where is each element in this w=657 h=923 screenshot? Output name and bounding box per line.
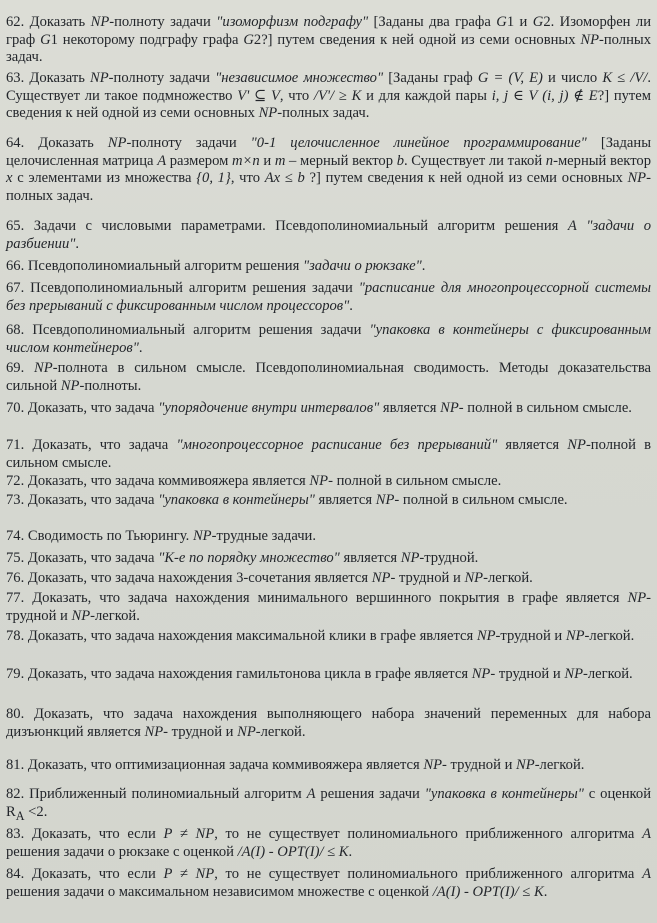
question-text-segment: Сводимость по Тьюрингу.	[27, 528, 193, 544]
question-text-segment: A	[15, 808, 25, 823]
question-text-segment: V' ⊆ V	[237, 87, 280, 104]
question-text-segment: NP	[627, 590, 647, 606]
question-text-segment: NP	[400, 550, 420, 566]
question-text-segment: A	[157, 152, 167, 169]
question-text-segment: Доказать, что если	[31, 866, 164, 882]
question-text-segment: является	[379, 400, 441, 416]
question-text-segment: "независимое множество"	[215, 70, 384, 86]
question-text-segment: NP	[440, 400, 459, 416]
question-text-segment: A	[306, 786, 316, 802]
question-number: 75.	[6, 550, 28, 566]
question-text-segment: G	[40, 31, 51, 48]
question-item	[6, 400, 651, 418]
question-text-segment: NP	[423, 757, 443, 773]
question-text-segment: .	[138, 339, 143, 356]
question-text-segment: Доказать, что задача нахождения гамильтонова цикла в графе является	[27, 666, 472, 682]
question-text-segment: NP	[375, 492, 395, 508]
question-text-segment: с оценкой R	[6, 786, 652, 820]
question-text-segment: -полных задач.	[6, 170, 651, 204]
question-number: 82.	[6, 786, 30, 802]
question-item	[6, 360, 651, 395]
question-item	[6, 570, 651, 588]
question-text-segment: -легкой.	[90, 607, 140, 624]
question-text-segment: "упаковка в контейнеры с фиксированным числом контейнеров"	[6, 322, 651, 356]
question-text-segment: ?] путем сведения к ней одной из семи основных	[261, 31, 581, 48]
question-text-segment: -легкой.	[255, 723, 306, 740]
question-text-segment: . Изоморфен ли граф	[6, 14, 652, 48]
question-item	[6, 135, 651, 205]
question-text-segment: NP	[71, 607, 91, 624]
question-text-segment: Доказать	[29, 14, 91, 30]
question-item	[6, 826, 651, 861]
question-text-segment: NP	[565, 628, 585, 644]
question-text-segment: /A(I) - OPT(I)/ ≤ K	[432, 883, 544, 900]
question-text-segment: NP	[567, 437, 586, 453]
question-item	[6, 706, 651, 741]
question-number: 67.	[6, 280, 31, 296]
question-item	[6, 866, 651, 901]
question-text-segment: -полнота в сильном смысле. Псевдополиномиальная сводимость. Методы доказательства сильной	[6, 360, 652, 394]
question-text-segment: NP	[580, 31, 600, 48]
question-text-segment: "0-1 целочисленное линейное программирование"	[250, 135, 587, 151]
question-text-segment: -полной в сильном смысле.	[6, 437, 652, 471]
question-text-segment: NP	[144, 723, 164, 740]
question-number: 63.	[6, 70, 30, 86]
question-text-segment: NP	[627, 170, 647, 187]
question-text-segment: решения задачи о рюкзаке с оценкой	[6, 843, 238, 860]
question-text-segment: NP	[309, 473, 329, 489]
question-text-segment: 1	[506, 14, 515, 30]
question-text-segment: -полноты.	[79, 377, 142, 394]
question-text-segment: Доказать, что задача нахождения 3-сочетания является	[27, 570, 372, 586]
question-text-segment: Доказать, что если	[31, 826, 164, 842]
question-text-segment: A	[642, 826, 652, 842]
question-text-segment: 2	[253, 31, 262, 48]
question-item	[6, 628, 651, 646]
question-text-segment: -полноту задачи	[109, 14, 217, 30]
question-text-segment: -мерный вектор	[553, 152, 651, 169]
question-text-segment: [Заданы граф	[383, 70, 478, 86]
question-number: 83.	[6, 826, 32, 842]
question-text-segment	[577, 218, 587, 234]
question-text-segment: , то не существует полиномиального приближенного алгоритма	[214, 866, 643, 882]
question-text-segment: NP	[564, 666, 583, 682]
question-text-segment: NP	[34, 360, 53, 376]
question-text-segment: Доказать	[38, 135, 108, 151]
question-item	[6, 528, 651, 546]
question-text-segment: Ax ≤ b	[264, 170, 305, 187]
question-item	[6, 492, 651, 510]
question-number: 81.	[6, 757, 28, 773]
question-number: 69.	[6, 360, 35, 376]
question-item	[6, 757, 651, 775]
question-text-segment: P ≠ NP	[163, 866, 215, 882]
question-text-segment: .	[543, 883, 548, 900]
question-text-segment: "упорядочение внутри интервалов"	[158, 400, 380, 416]
question-text-segment: "упаковка в контейнеры"	[158, 492, 315, 508]
question-text-segment: является	[314, 492, 376, 508]
question-text-segment: "изоморфизм подграфу"	[216, 14, 369, 30]
question-text-segment: -полноту задачи	[108, 70, 216, 86]
question-text-segment: является	[497, 437, 568, 453]
question-text-segment: является	[339, 550, 401, 566]
question-text-segment: некоторому подграфу графа	[57, 31, 244, 48]
question-text-segment: .	[421, 258, 426, 274]
question-text-segment: Псевдополиномиальный алгоритм решения задачи	[32, 322, 370, 338]
question-text-segment: Доказать, что задача	[27, 492, 159, 508]
question-text-segment: , что	[230, 170, 265, 187]
question-text-segment: G	[243, 31, 254, 48]
question-number: 62.	[6, 14, 30, 30]
question-text-segment: Доказать	[29, 70, 90, 86]
question-number: 64.	[6, 135, 39, 151]
question-text-segment: – мерный вектор	[285, 152, 397, 169]
question-text-segment: - трудной и	[490, 666, 565, 682]
question-text-segment: -легкой.	[534, 757, 585, 773]
question-number: 76.	[6, 570, 28, 586]
question-item	[6, 14, 651, 67]
question-text-segment: {0, 1}	[196, 170, 231, 187]
question-text-segment: Доказать, что задача нахождения минимального вершинного покрытия в графе является	[32, 590, 628, 606]
question-number: 66.	[6, 258, 28, 274]
question-text-segment: "К-е по порядку множество"	[158, 550, 340, 566]
question-text-segment: - трудной и	[163, 723, 238, 740]
question-text-segment: Приближенный полиномиальный алгоритм	[29, 786, 307, 802]
question-text-segment: m	[274, 152, 286, 169]
question-text-segment: Доказать, что задача коммивояжера является	[27, 473, 310, 489]
question-text-segment: NP	[258, 105, 278, 122]
question-number: 65.	[6, 218, 34, 234]
question-text-segment: -трудной и	[6, 590, 651, 624]
question-item	[6, 218, 651, 253]
question-text-segment: A	[567, 218, 577, 234]
question-item	[6, 786, 651, 825]
question-item	[6, 70, 651, 123]
question-text-segment: , что	[279, 87, 314, 104]
question-text-segment: NP	[471, 666, 491, 682]
question-text-segment: [Заданы целочисленная матрица	[6, 135, 651, 169]
question-item	[6, 258, 651, 276]
question-text-segment: (i, j) ∉ E	[542, 87, 598, 104]
question-text-segment: - трудной и	[390, 570, 465, 586]
question-text-segment: .	[75, 235, 80, 252]
question-text-segment: - полной в сильном смысле.	[458, 400, 632, 416]
question-text-segment: Доказать, что задача	[27, 400, 159, 416]
question-text-segment: Псевдополиномиальный алгоритм решения	[27, 258, 303, 274]
question-text-segment: Доказать, что задача	[32, 437, 177, 453]
question-item	[6, 473, 651, 491]
question-text-segment: P ≠ NP	[163, 826, 215, 842]
question-number: 72.	[6, 473, 28, 489]
question-text-segment: Псевдополиномиальный алгоритм решения задачи	[30, 280, 359, 296]
question-text-segment: -легкой.	[583, 666, 633, 682]
question-text-segment: NP	[107, 135, 127, 151]
question-text-segment: -полных задач.	[277, 105, 370, 122]
question-text-segment: NP	[371, 570, 391, 586]
question-text-segment: NP	[476, 628, 496, 644]
question-text-segment: ?] путем сведения к ней одной из семи основных	[304, 170, 628, 187]
question-text-segment: -трудные задачи.	[211, 528, 317, 544]
question-text-segment: "многопроцессорное расписание без прерываний"	[176, 437, 498, 453]
question-number: 73.	[6, 492, 28, 508]
question-number: 68.	[6, 322, 33, 338]
question-item	[6, 437, 651, 472]
question-text-segment: Доказать, что задача нахождения максимальной клики в графе является	[27, 628, 477, 644]
question-text-segment: размером	[166, 152, 233, 169]
question-text-segment: "упаковка в контейнеры"	[424, 786, 584, 802]
question-text-segment: .	[349, 297, 353, 314]
question-number: 74.	[6, 528, 28, 544]
question-text-segment: решения задачи о максимальном независимом множестве с оценкой	[6, 883, 433, 900]
question-text-segment: с элементами из множества	[12, 170, 197, 187]
question-text-segment: K ≤ /V/	[602, 70, 648, 86]
question-text-segment: - полной в сильном смысле.	[394, 492, 568, 508]
question-text-segment: Задачи с числовыми параметрами. Псевдополиномиальный алгоритм решения	[33, 218, 568, 234]
question-item	[6, 280, 651, 315]
question-text-segment: , то не существует полиномиального приближенного алгоритма	[214, 826, 643, 842]
question-text-segment: NP	[464, 570, 484, 586]
question-text-segment: и	[259, 152, 275, 169]
question-text-segment: - полной в сильном смысле.	[328, 473, 502, 489]
question-text-segment: /V'/ ≥ K	[313, 87, 362, 104]
question-text-segment: NP	[90, 14, 110, 30]
question-item	[6, 666, 651, 684]
question-text-segment: и для каждой пары	[361, 87, 492, 104]
question-number: 80.	[6, 706, 35, 722]
question-text-segment: NP	[516, 757, 535, 773]
question-text-segment: NP	[90, 70, 109, 86]
question-text-segment: 1	[50, 31, 58, 48]
question-text-segment: /A(I) - OPT(I)/ ≤ K	[237, 843, 349, 860]
question-text-segment: G = (V, E)	[477, 70, 543, 86]
question-text-segment: и число	[542, 70, 603, 86]
question-text-segment: m×n	[232, 152, 260, 169]
question-text-segment: . Существует ли такой	[403, 152, 546, 169]
question-text-segment: и	[514, 14, 533, 30]
question-text-segment: - трудной и	[442, 757, 517, 773]
question-text-segment: [Заданы два графа	[368, 14, 497, 30]
question-text-segment: -легкой.	[584, 628, 635, 644]
question-text-segment: x	[6, 170, 13, 187]
question-text-segment: NP	[237, 723, 256, 740]
question-text-segment: NP	[192, 528, 212, 544]
question-text-segment: Доказать, что задача нахождения выполняющего набора значений переменных для набора дизъюнкций является	[6, 706, 652, 740]
question-text-segment: -полноту задачи	[126, 135, 251, 151]
question-text-segment: b	[396, 152, 404, 169]
question-text-segment: ?] путем сведения к ней одной из семи основных	[6, 87, 652, 122]
question-text-segment: решения задачи	[315, 786, 425, 802]
question-text-segment: NP	[60, 377, 80, 394]
question-text-segment: Доказать, что оптимизационная задача коммивояжера является	[27, 757, 424, 773]
question-text-segment: -трудной и	[495, 628, 566, 644]
question-text-segment: -легкой.	[483, 570, 533, 586]
question-text-segment: n	[545, 152, 554, 169]
question-text-segment: "задачи о разбиении"	[6, 218, 652, 252]
question-item	[6, 550, 651, 568]
question-item	[6, 322, 651, 357]
question-text-segment: -трудной.	[419, 550, 479, 566]
question-text-segment: 2	[543, 14, 551, 30]
question-text-segment: "задачи о рюкзаке"	[302, 258, 422, 274]
question-text-segment: . Существует ли такое подмножество	[6, 70, 651, 104]
question-text-segment: <2.	[24, 803, 48, 820]
question-number: 70.	[6, 400, 28, 416]
question-number: 79.	[6, 666, 28, 682]
question-number: 84.	[6, 866, 32, 882]
question-text-segment: i, j ∈ V	[491, 87, 538, 104]
question-text-segment: G	[496, 14, 507, 30]
question-number: 78.	[6, 628, 28, 644]
question-text-segment: .	[348, 843, 353, 860]
question-text-segment: "расписание для многопроцессорной системы без прерываний с фиксированным числом процессоров"	[6, 280, 651, 314]
question-number: 71.	[6, 437, 33, 453]
question-text-segment: G	[532, 14, 544, 30]
question-text-segment: -полных задач.	[6, 31, 651, 66]
question-text-segment: A	[642, 866, 652, 882]
question-text-segment: Доказать, что задача	[27, 550, 159, 566]
question-number: 77.	[6, 590, 33, 606]
question-item	[6, 590, 651, 625]
